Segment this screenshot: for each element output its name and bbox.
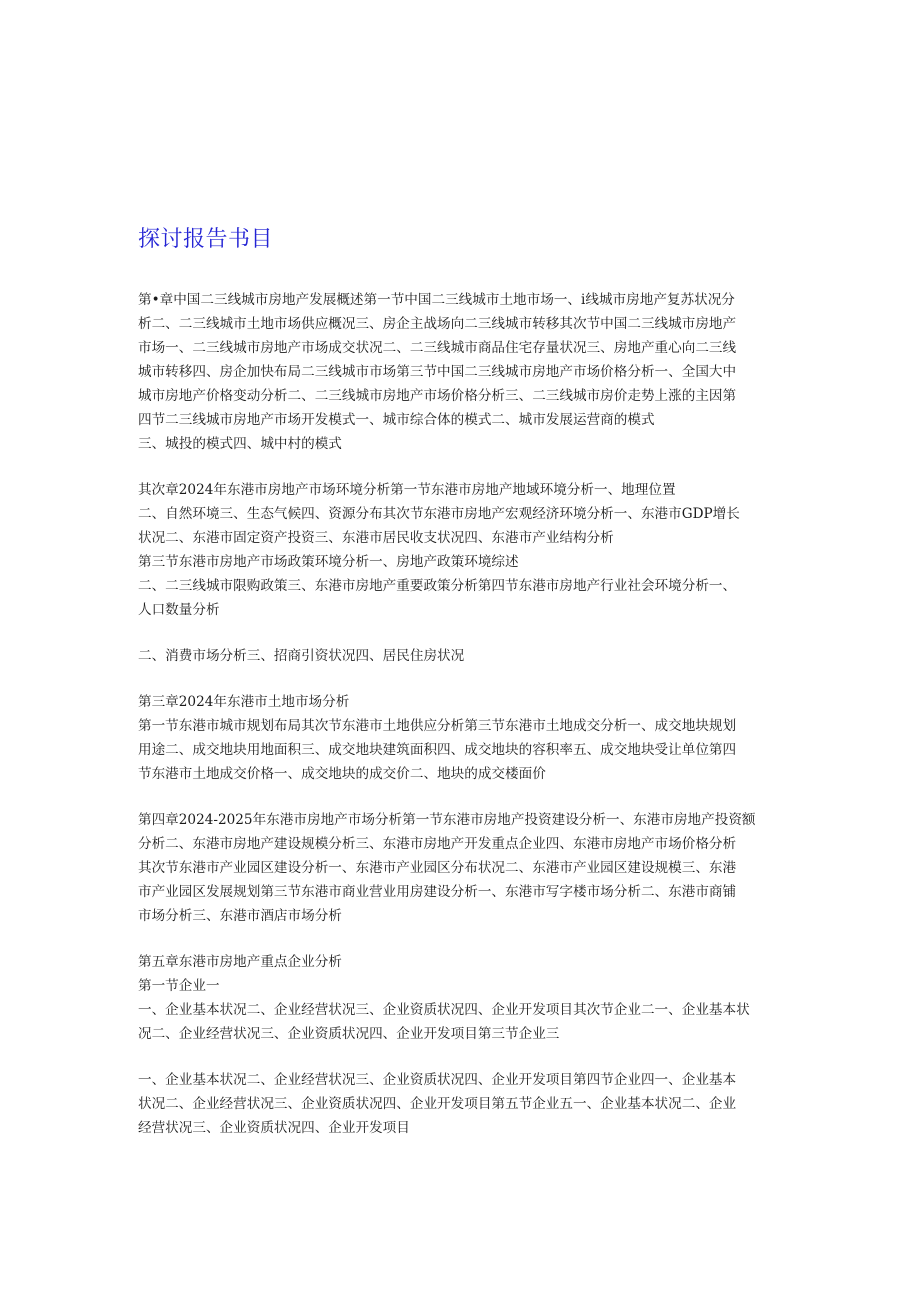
toc-line: 市场一、二三线城市房地产市场成交状况二、二三线城市商品住宅存量状况三、房地产重心向二三线 (138, 340, 737, 356)
toc-paragraph (138, 288, 828, 456)
toc-line: 一、企业基本状况二、企业经营状况三、企业资质状况四、企业开发项目第四节企业四一、企业基本 (138, 1072, 737, 1088)
toc-line: 三、城投的模式四、城中村的模式 (138, 436, 342, 452)
toc-line: 况二、企业经营状况三、企业资质状况四、企业开发项目第三节企业三 (138, 1026, 560, 1042)
toc-line: 二、消费市场分析三、招商引资状况四、居民住房状况 (138, 648, 465, 664)
toc-line: 第三节东港市房地产市场政策环境分析一、房地产政策环境综述 (138, 554, 519, 570)
toc-line: 城市转移四、房企加快布局二三线城市市场第三节中国二三线城市房地产市场价格分析一、全国大中 (138, 364, 737, 380)
toc-paragraph (138, 808, 828, 928)
toc-line: 第一节东港市城市规划布局其次节东港市土地供应分析第三节东港市土地成交分析一、成交地块规划 (138, 718, 737, 734)
toc-line: 经营状况三、企业资质状况四、企业开发项目 (138, 1120, 410, 1136)
toc-line: 城市房地产价格变动分析二、二三线城市房地产市场价格分析三、二三线城市房价走势上涨的主因第 (138, 388, 737, 404)
toc-line: 其次章2024年东港市房地产市场环境分析第一节东港市房地产地域环境分析一、地理位置 (138, 482, 676, 498)
toc-line: 节东港市土地成交价格一、成交地块的成交价二、地块的成交楼面价 (138, 766, 546, 782)
toc-line: 第•章中国二三线城市房地产发展概述第一节中国二三线城市土地市场一、i线城市房地产复苏状况分 (138, 292, 735, 308)
toc-line: 第五章东港市房地产重点企业分析 (138, 954, 342, 970)
toc-line: 第三章2024年东港市土地市场分析 (138, 694, 350, 710)
toc-line: 其次节东港市产业园区建设分析一、东港市产业园区分布状况二、东港市产业园区建设规模三、东港 (138, 860, 737, 876)
toc-line: 市产业园区发展规划第三节东港市商业营业用房建设分析一、东港市写字楼市场分析二、东港市商铺 (138, 884, 737, 900)
toc-line: 四节二三线城市房地产市场开发模式一、城市综合体的模式二、城市发展运营商的模式 (138, 412, 655, 428)
document-title: 探讨报告书目 (138, 227, 274, 252)
toc-paragraph (138, 950, 828, 1046)
toc-line: 第四章2024-2025年东港市房地产市场分析第一节东港市房地产投资建设分析一、东港市房地产投资额 (138, 812, 756, 828)
toc-line: 状况二、东港市固定资产投资三、东港市居民收支状况四、东港市产业结构分析 (138, 530, 614, 546)
toc-line: 状况二、企业经营状况三、企业资质状况四、企业开发项目第五节企业五一、企业基本状况二、企业 (138, 1096, 737, 1112)
table-of-contents (138, 288, 828, 1162)
toc-line: 一、企业基本状况二、企业经营状况三、企业资质状况四、企业开发项目其次节企业二一、企业基本状 (138, 1002, 750, 1018)
toc-line: 市场分析三、东港市酒店市场分析 (138, 908, 342, 924)
toc-line: 二、二三线城市限购政策三、东港市房地产重要政策分析第四节东港市房地产行业社会环境分析一、 (138, 578, 737, 594)
toc-line: 第一节企业一 (138, 978, 220, 994)
toc-line: 用途二、成交地块用地面积三、成交地块建筑面积四、成交地块的容积率五、成交地块受让单位第四 (138, 742, 737, 758)
toc-line: 析二、二三线城市土地市场供应概况三、房企主战场向二三线城市转移其次节中国二三线城市房地产 (138, 316, 737, 332)
toc-line: 分析二、东港市房地产建设规模分析三、东港市房地产开发重点企业四、东港市房地产市场价格分析 (138, 836, 737, 852)
toc-paragraph (138, 690, 828, 786)
toc-line: 人口数量分析 (138, 602, 220, 618)
toc-paragraph (138, 644, 828, 668)
toc-paragraph (138, 1068, 828, 1140)
toc-line: 二、自然环境三、生态气候四、资源分布其次节东港市房地产宏观经济环境分析一、东港市GDP增长 (138, 506, 740, 522)
toc-paragraph (138, 478, 828, 622)
